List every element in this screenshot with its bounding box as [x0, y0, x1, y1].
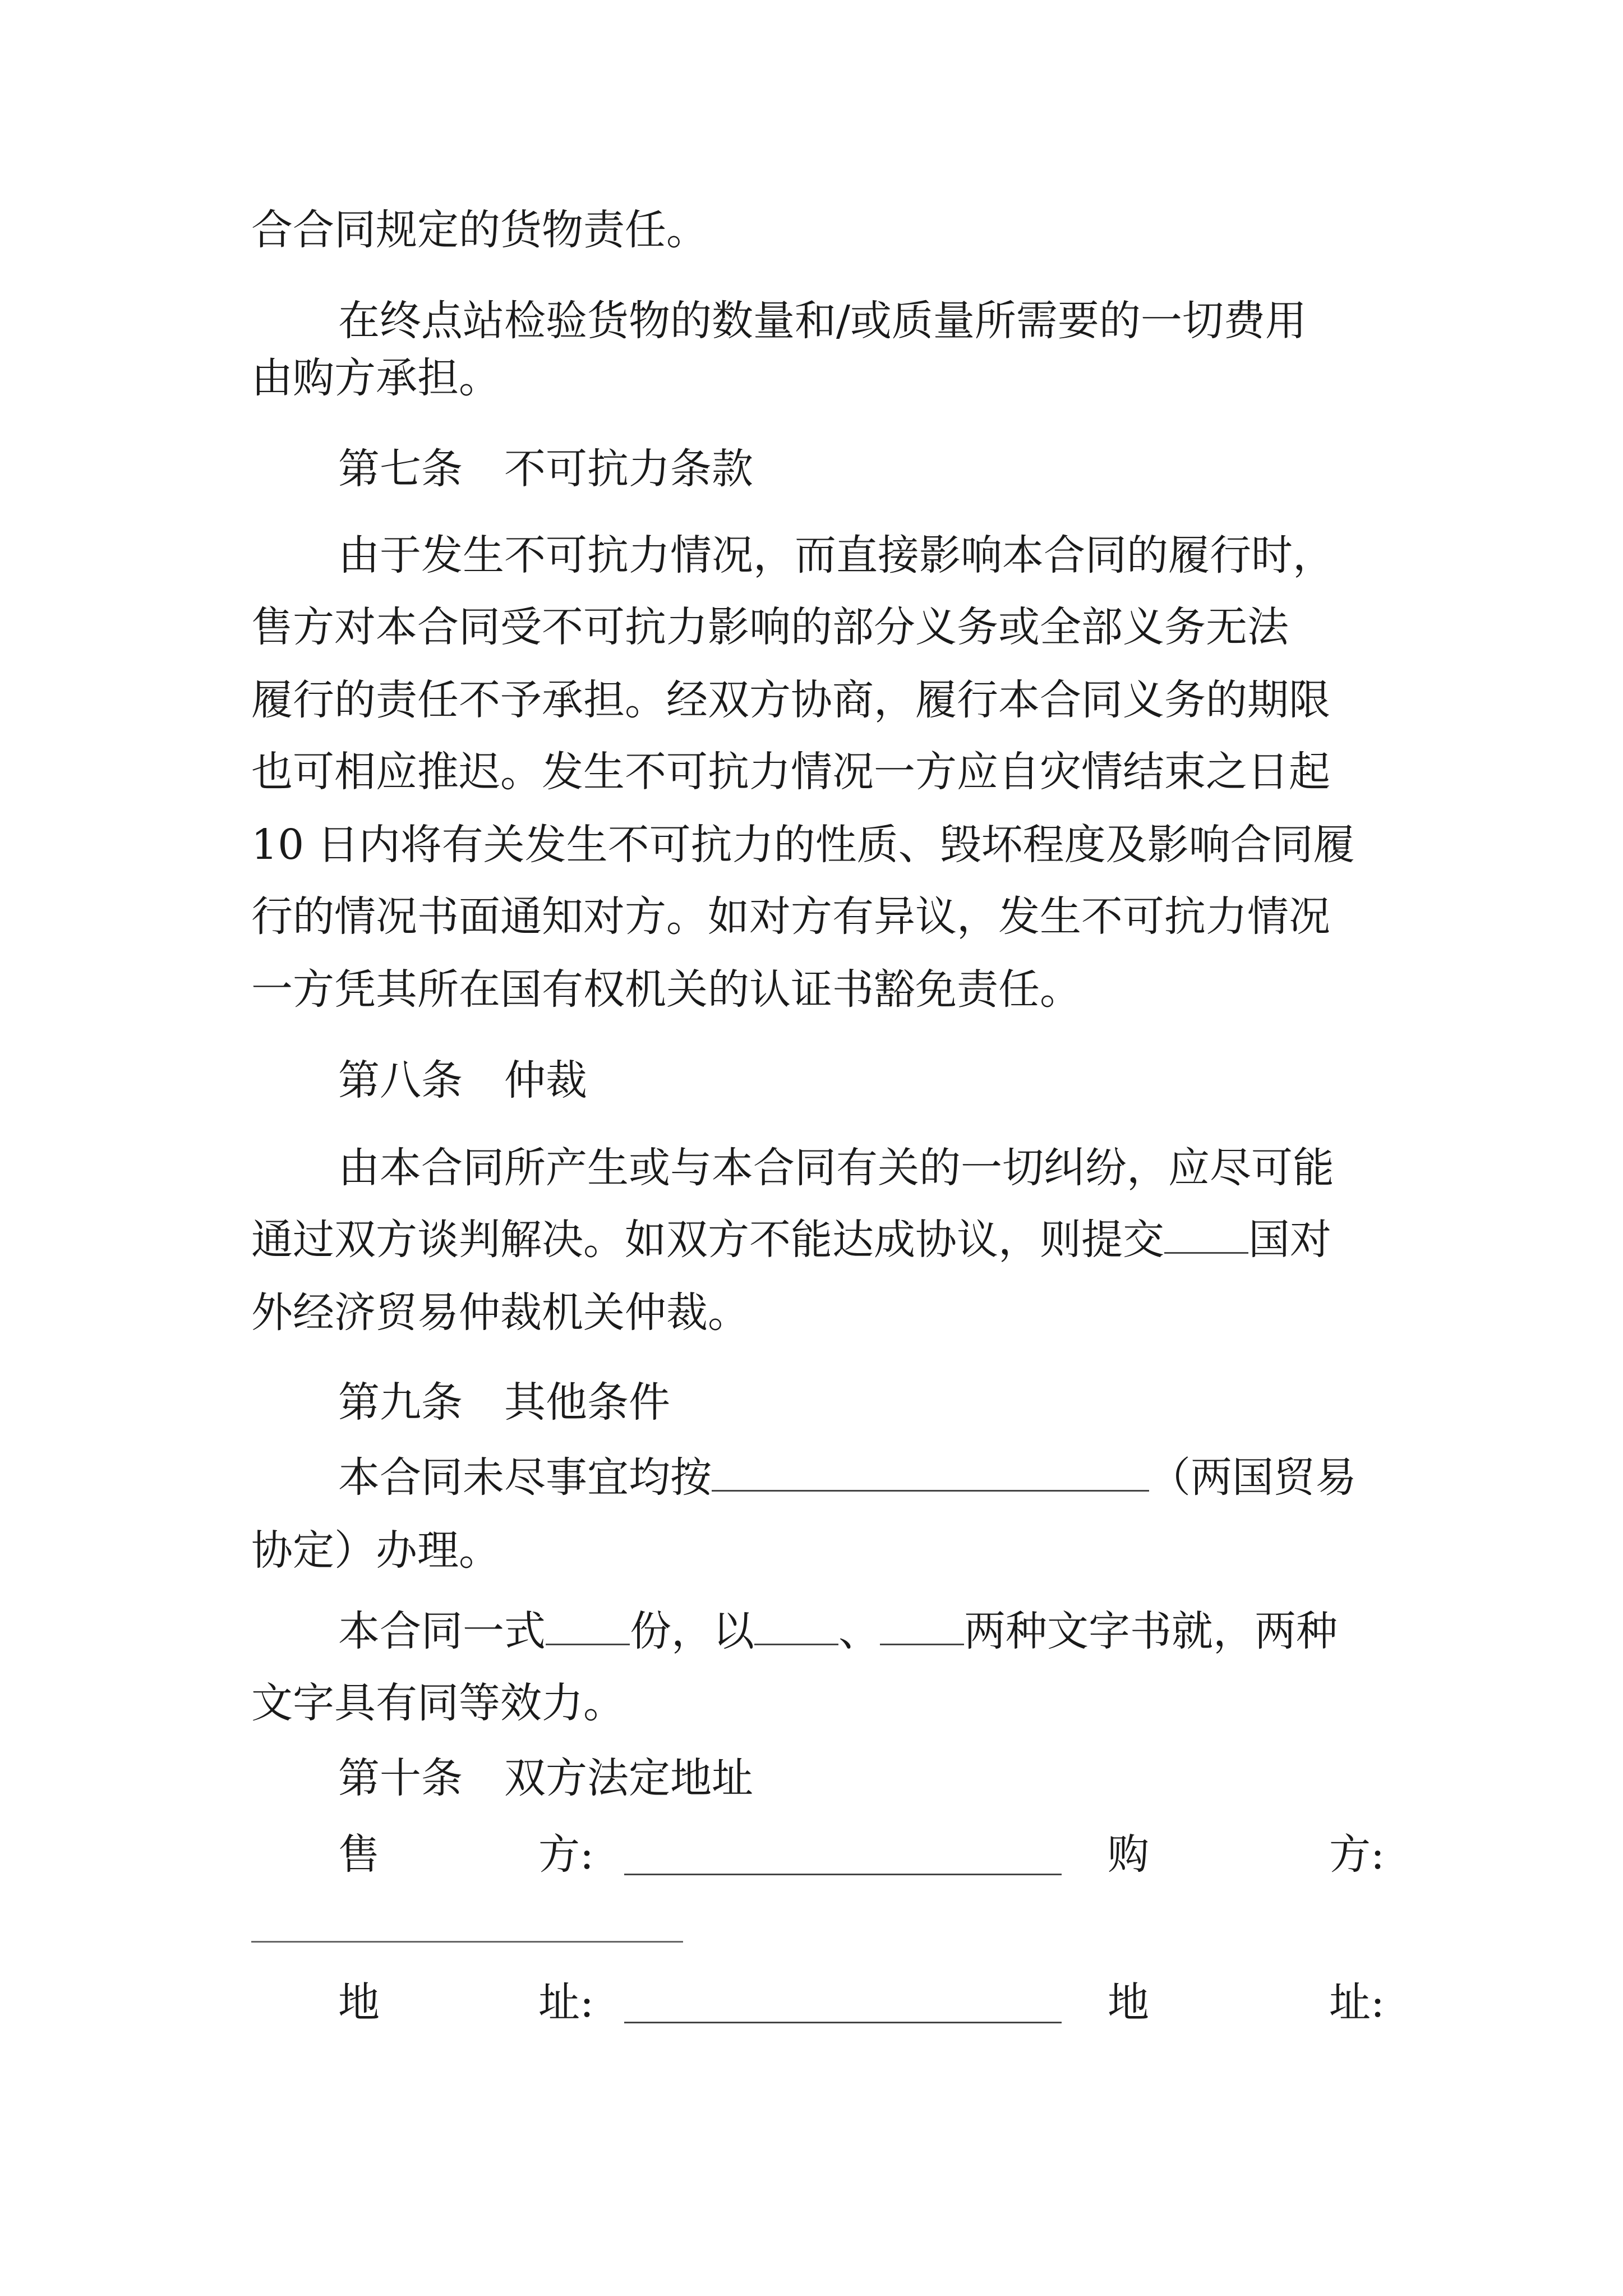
paragraph-line: 履行的责任不予承担。经双方协商，履行本合同义务的期限 — [251, 676, 1330, 724]
buyer-char-1: 购 — [1108, 1830, 1149, 1879]
article-7-heading — [338, 441, 753, 497]
paragraph-line: 行的情况书面通知对方。如对方有异议，发生不可抗力情况 — [251, 892, 1330, 941]
fill-in-blank — [754, 1612, 838, 1645]
seller-name-blank — [624, 1842, 1062, 1875]
article-number: 第八条 — [338, 1056, 463, 1105]
text-segment: 份，以 — [630, 1607, 754, 1655]
text-segment: 、 — [838, 1607, 880, 1655]
seller-address-label: 址: — [538, 1978, 594, 2027]
text-segment: 两种文字书就，两种 — [964, 1607, 1338, 1655]
seller-address-blank — [624, 1990, 1062, 2023]
article-number: 第九条 — [338, 1378, 463, 1427]
paragraph-line: 协定）办理。 — [251, 1526, 500, 1575]
article-title: 双方法定地址 — [504, 1754, 753, 1802]
paragraph-line: 也可相应推迟。发生不可抗力情况一方应自灾情结束之日起 — [251, 748, 1330, 796]
text-segment: 通过双方谈判解决。如双方不能达成协议，则提交 — [251, 1216, 1164, 1264]
paragraph-line: 合合同规定的货物责任。 — [251, 206, 708, 254]
fill-in-blank — [1164, 1221, 1248, 1254]
article-title: 仲裁 — [504, 1056, 587, 1105]
paragraph-line: 一方凭其所在国有权机关的认证书豁免责任。 — [251, 965, 1081, 1014]
paragraph-line: 文字具有同等效力。 — [251, 1679, 625, 1727]
article-9-heading — [338, 1374, 670, 1430]
fill-in-blank — [880, 1612, 964, 1645]
fill-in-blank — [712, 1458, 1149, 1492]
buyer-label: 方: — [1329, 1830, 1385, 1879]
paragraph-line: 外经济贸易仲裁机关仲裁。 — [251, 1289, 749, 1337]
paragraph-line: 由购方承担。 — [251, 354, 500, 402]
signature-line-party — [338, 1826, 380, 1883]
buyer-address-char-1: 地 — [1108, 1978, 1149, 2027]
text-segment: 本合同一式 — [338, 1607, 546, 1655]
paragraph-line: 由本合同所产生或与本合同有关的一切纠纷，应尽可能 — [338, 1144, 1334, 1192]
text-segment: 本合同未尽事宜均按 — [338, 1453, 712, 1502]
paragraph-line: 售方对本合同受不可抗力影响的部分义务或全部义务无法 — [251, 603, 1289, 651]
text-segment: （两国贸易 — [1149, 1453, 1357, 1502]
article-number: 第十条 — [338, 1754, 463, 1802]
article-number: 第七条 — [338, 445, 463, 493]
buyer-name-blank — [251, 1941, 683, 1943]
paragraph-line: 由于发生不可抗力情况，而直接影响本合同的履行时， — [338, 531, 1334, 579]
article-10-heading — [338, 1750, 753, 1806]
article-title: 不可抗力条款 — [504, 445, 753, 493]
article-title: 其他条件 — [504, 1378, 670, 1427]
paragraph-line: 在终点站检验货物的数量和/或质量所需要的一切费用 — [338, 297, 1307, 345]
paragraph-line — [338, 1450, 1357, 1506]
text-segment: 国对 — [1248, 1216, 1331, 1264]
fill-in-blank — [546, 1612, 630, 1645]
seller-label: 方: — [538, 1830, 594, 1879]
buyer-address-label: 址: — [1329, 1978, 1385, 2027]
seller-char-1: 售 — [338, 1830, 380, 1879]
paragraph-line: 10 日内将有关发生不可抗力的性质、毁坏程度及影响合同履 — [251, 821, 1355, 869]
seller-address-char-1: 地 — [338, 1978, 380, 2027]
paragraph-line — [338, 1603, 1338, 1659]
article-8-heading — [338, 1052, 587, 1108]
paragraph-line — [251, 1212, 1331, 1268]
